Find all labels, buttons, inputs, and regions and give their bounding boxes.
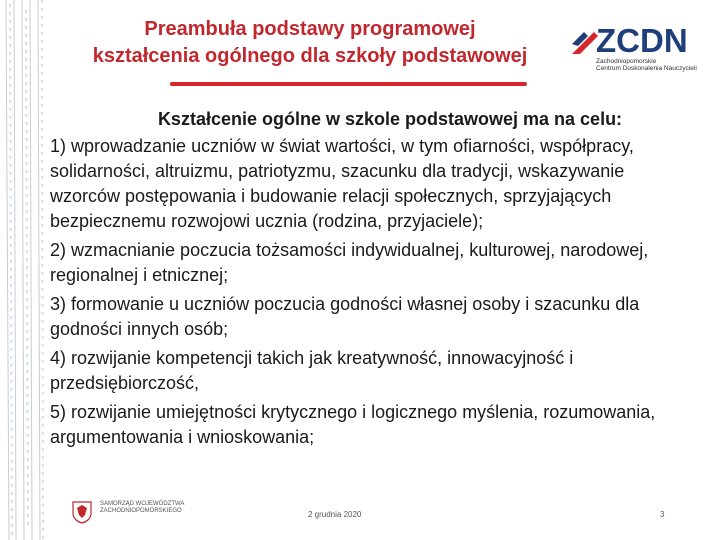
slide-body bbox=[50, 107, 690, 454]
page-number: 3 bbox=[660, 510, 665, 519]
list-item: 2) wzmacnianie poczucia tożsamości indywidualnej, kulturowej, narodowej, regionalnej i etnicznej; bbox=[50, 240, 649, 285]
footer-org-line-1: SAMORZĄD WOJEWÓDZTWA bbox=[100, 501, 185, 507]
logo-subtitle-line-2: Centrum Doskonalenia Nauczycieli bbox=[596, 65, 697, 72]
title-underline bbox=[170, 82, 527, 86]
body-heading: Kształcenie ogólne w szkole podstawowej ma na celu: bbox=[157, 109, 623, 129]
decorative-left-strip bbox=[0, 0, 46, 540]
list-item: 1) wprowadzanie uczniów w świat wartości, w tym ofiarności, współpracy, solidarności, altruizmu, patriotyzmu, szacunku dla tradycji, wskazywanie wzorców postępowania i budowanie relacji społecznych, sprzyjających bezpiecznemu rozwojowi ucznia (rodzina, przyjaciele); bbox=[50, 136, 634, 231]
list-item: 5) rozwijanie umiejętności krytycznego i logicznego myślenia, rozumowania, argumentowania i wnioskowania; bbox=[50, 402, 656, 447]
footer-date: 2 grudnia 2020 bbox=[308, 510, 362, 519]
crest-icon bbox=[70, 500, 94, 524]
zcdn-logo-mark-icon bbox=[572, 30, 598, 54]
footer-org-name bbox=[100, 501, 184, 515]
logo-subtitle-line-1: Zachodniopomorskie bbox=[596, 58, 657, 65]
logo-name: ZCDN bbox=[596, 22, 688, 59]
title-line-1: Preambuła podstawy programowej bbox=[144, 18, 476, 40]
footer-organization-logo bbox=[70, 500, 200, 524]
zcdn-logo bbox=[572, 22, 697, 73]
footer-org-line-2: ZACHODNIOPOMORSKIEGO bbox=[100, 508, 182, 514]
slide-title bbox=[60, 16, 560, 70]
logo-subtitle bbox=[596, 58, 697, 72]
list-item: 3) formowanie u uczniów poczucia godności własnej osoby i szacunku dla godności innych osób; bbox=[50, 294, 640, 339]
list-item: 4) rozwijanie kompetencji takich jak kreatywność, innowacyjność i przedsiębiorczość, bbox=[50, 348, 574, 393]
title-line-2: kształcenia ogólnego dla szkoły podstawowej bbox=[92, 45, 528, 67]
